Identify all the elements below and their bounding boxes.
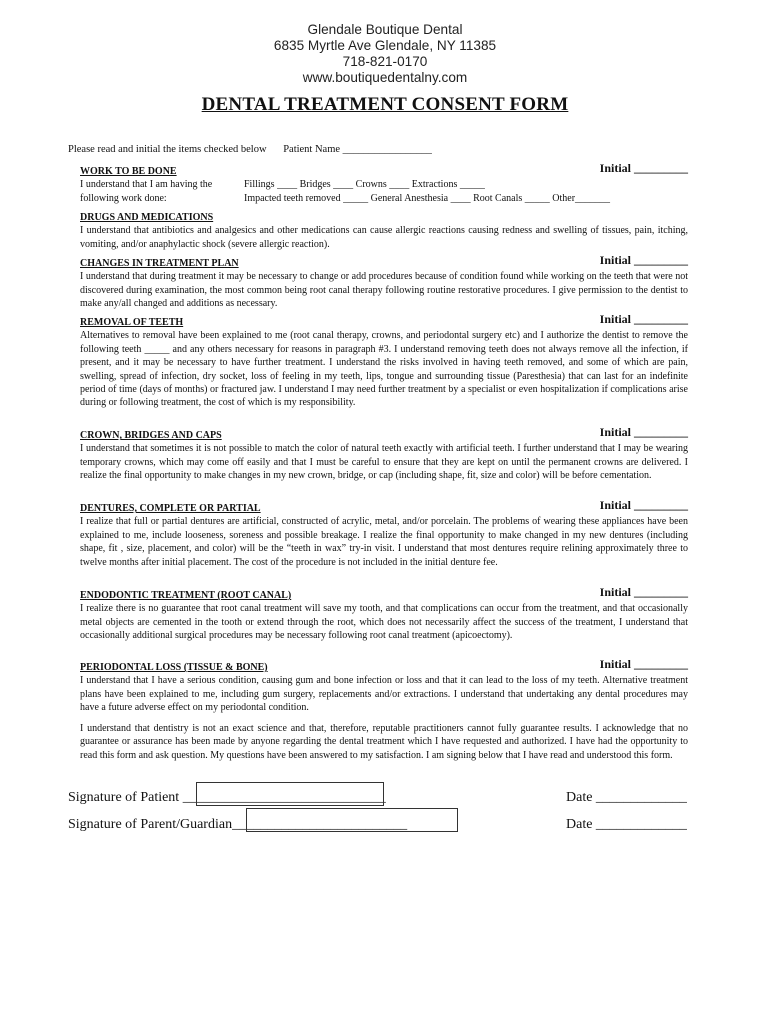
section-acknowledgement: [80, 722, 688, 762]
practice-name: Glendale Boutique Dental: [307, 22, 463, 37]
acknowledgement-text: I understand that dentistry is not an exact science and that, therefore, reputable practitioners cannot fully guarantee results. I acknowledge that no guarantee or assurance has been made by anyone regarding the dental treatment which I have requested and authorized. I have had the opportunity to read this form and ask question. My questions have been answered to my satisfaction. I am signing below that I have read and understood this form.: [80, 723, 688, 761]
date-field-guardian[interactable]: Date _____________: [566, 817, 687, 832]
signature-guardian-field[interactable]: [246, 808, 458, 832]
section-title: WORK TO BE DONE: [80, 166, 177, 177]
section-text: Alternatives to removal have been explained to me (root canal therapy, crowns, and periodontal surgery etc) and I authorize the dentist to remove the following teeth _____ and any others necessary for reasons in paragraph #3. I understand removing teeth does not always remove all the infection, if present, and it may be necessary to have further treatment. I understand the risks involved in having teeth removed, and some of which are pain, swelling, spread of infection, dry socket, loss of feeling in my teeth, lips, tongue and surrounding tissue (Paresthesia) that can last for an indefinite period of time (days of months) or fractured jaw. I understand I may need further treatment by a specialist or even hospitalization if complications arise during or following treatment, the cost of which is my responsibility.: [80, 330, 688, 409]
section-work: [80, 161, 688, 205]
section-title: CROWN, BRIDGES AND CAPS: [80, 430, 222, 441]
section-title: PERIODONTAL LOSS (TISSUE & BONE): [80, 662, 268, 673]
practice-website: www.boutiquedentalny.com: [302, 70, 468, 85]
initial-field[interactable]: Initial _________: [599, 253, 688, 267]
initial-field[interactable]: Initial _________: [599, 161, 688, 175]
work-options-line1[interactable]: Fillings ____ Bridges ____ Crowns ____ Extractions _____: [244, 179, 485, 191]
section-dentures: [80, 498, 688, 569]
work-grid: [80, 178, 688, 205]
initial-field[interactable]: Initial _________: [599, 425, 688, 439]
section-crown: [80, 425, 688, 483]
date-field-patient[interactable]: Date _____________: [566, 790, 687, 805]
instructions-text: Please read and initial the items checked below: [68, 144, 267, 155]
initial-field[interactable]: Initial _________: [599, 498, 688, 512]
work-options-line2[interactable]: Impacted teeth removed _____ General Anesthesia ____ Root Canals _____ Other_______: [244, 192, 611, 204]
section-text: I understand that antibiotics and analgesics and other medications can cause allergic reactions causing redness and swelling of tissues, pain, itching, vomiting, and/or anaphylactic shock (severe allergic reaction).: [80, 225, 688, 250]
section-title: DENTURES, COMPLETE OR PARTIAL: [80, 503, 261, 514]
section-changes: [80, 253, 688, 311]
signature-guardian-label: Signature of Parent/Guardian_________________________: [68, 817, 408, 832]
signature-patient-field[interactable]: [196, 782, 384, 806]
work-options: [244, 178, 610, 205]
signature-patient-label: Signature of Patient _____________________________: [68, 790, 386, 805]
section-removal: [80, 312, 688, 410]
practice-header: [0, 22, 770, 86]
section-text: I realize there is no guarantee that root canal treatment will save my tooth, and that complications can occur from the treatment, and that occasionally metal objects are cemented in the tooth or extend through the root, which does not necessarily affect the success of the treatment, I understand that occasionally additional surgical procedures may be necessary following root canal treatment (apicoectomy).: [80, 603, 688, 642]
work-intro: I understand that I am having the following work done:: [80, 179, 213, 204]
section-periodontal: [80, 657, 688, 715]
section-drugs: [80, 211, 688, 251]
section-title: ENDODONTIC TREATMENT (ROOT CANAL): [80, 590, 292, 601]
section-text: I understand that during treatment it may be necessary to change or add procedures because of condition found while working on the teeth that were not discovered during examination, the most common being root canal therapy following routine restorative procedures. I give permission to the dentist to make any/all changed and additions as necessary.: [80, 271, 688, 310]
section-text: I understand that sometimes it is not possible to match the color of natural teeth exactly with artificial teeth. I further understand that I may be wearing temporary crowns, which may come off easily and that I must be careful to ensure that they are kept on until the permanent crowns are delivered. I realize the final opportunity to make changes in my new crown, bridge, or cap (including shape, fit, size and color) will be before cementation.: [80, 443, 688, 482]
section-text: I understand that I have a serious condition, causing gum and bone infection or loss and that it can lead to the loss of my teeth. Alternative treatment plans have been explained to me, including gum surgery, replacements and/or extractions. I understand that undertaking any dental procedures may have a future adverse effect on my periodontal condition.: [80, 675, 688, 714]
practice-phone: 718-821-0170: [342, 54, 428, 69]
practice-address: 6835 Myrtle Ave Glendale, NY 11385: [273, 38, 497, 53]
section-title: CHANGES IN TREATMENT PLAN: [80, 258, 239, 269]
section-title: REMOVAL OF TEETH: [80, 317, 184, 328]
initial-field[interactable]: Initial _________: [599, 585, 688, 599]
form-title: DENTAL TREATMENT CONSENT FORM: [201, 94, 569, 115]
section-endodontic: [80, 585, 688, 643]
patient-name-field[interactable]: Patient Name _________________: [283, 144, 432, 155]
instructions-row: [68, 144, 446, 155]
initial-field[interactable]: Initial _________: [599, 312, 688, 326]
section-text: I realize that full or partial dentures are artificial, constructed of acrylic, metal, and/or porcelain. The problems of wearing these appliances have been explained to me, include looseness, soreness and possible breakage. I realize the final opportunity to make changed in my new dentures (including shape, fit , size, placement, and color) will be the “teeth in wax” try-in visit. I understand that most dentures require relining approximately three to twelve months after initial placement. The cost of the procedure is not included in the initial denture fee.: [80, 516, 688, 568]
section-title: DRUGS AND MEDICATIONS: [80, 212, 214, 223]
initial-field[interactable]: Initial _________: [599, 657, 688, 671]
